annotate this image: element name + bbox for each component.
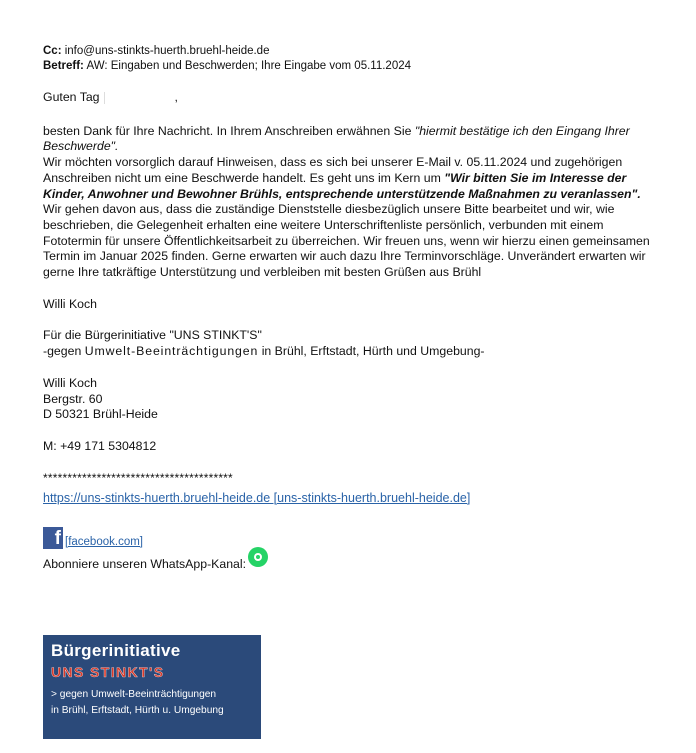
greeting: [43, 90, 663, 106]
redacted-name: [104, 92, 163, 104]
subject-value: AW: Eingaben und Beschwerden; Ihre Eingabe vom 05.11.2024: [86, 60, 412, 72]
cc-label: Cc:: [43, 45, 62, 57]
whatsapp-icon[interactable]: [248, 547, 268, 567]
initiative-banner: [43, 635, 261, 739]
address-name: Willi Koch: [43, 375, 97, 390]
banner-line-1: > gegen Umwelt-Beeinträchtigungen: [51, 689, 217, 700]
phone-number: M: +49 171 5304812: [43, 438, 157, 453]
facebook-link[interactable]: [facebook.com]: [65, 535, 143, 548]
paragraph-1: [43, 124, 663, 155]
facebook-icon[interactable]: f: [43, 527, 63, 549]
facebook-row: [43, 525, 663, 549]
paragraph-3: Wir gehen davon aus, dass die zuständige Dienststelle diesbezüglich unsere Bitte bearbeitet und wir, wie beschrieben, die Gelegenheit erhalten eine weitere Unterschriftenliste persönlich, verbunden mit einem Fototermin für unsere Öffentlichkeitsarbeit zu überreichen. Wir freuen uns, wenn wir hierzu einen gemeinsamen Termin im Januar 2025 finden. Gerne erwarten wir auch dazu Ihre Terminvorschläge. Unverändert erwarten wir gerne Ihre tatkräftige Unterstützung und verbleiben mit besten Grüßen aus Brühl: [43, 202, 650, 280]
whatsapp-row: [43, 553, 663, 573]
greeting-text: Guten Tag: [43, 90, 100, 104]
tagline-prefix: -gegen: [43, 344, 85, 359]
cc-value: info@uns-stinkts-huerth.bruehl-heide.de: [64, 45, 270, 57]
banner-title: Bürgerinitiative: [51, 641, 181, 660]
tagline-suffix: in Brühl, Erftstadt, Hürth und Umgebung-: [258, 344, 485, 359]
separator-stars: ***************************************: [43, 470, 233, 485]
cc-line: [43, 44, 663, 59]
paragraph-2-text: Wir möchten vorsorglich darauf Hinweisen, dass es sich bei unserer E-Mail v. 05.11.2024 und zugehörigen Anschreiben nicht um eine Beschwerde handelt. Es geht uns im Kern um: [43, 155, 623, 185]
tagline-spaced: Umwelt-Beeinträchtigungen: [84, 344, 259, 359]
greeting-comma: ,: [174, 90, 178, 104]
address-street: Bergstr. 60: [43, 391, 103, 406]
quoted-request: "Wir bitten Sie im Interesse der Kinder, Anwohner und Bewohner Brühls, entsprechende unterstützende Maßnahmen zu veranlassen".: [43, 170, 641, 201]
banner-line-2: in Brühl, Erftstadt, Hürth u. Umgebung: [51, 705, 224, 716]
subject-line: [43, 59, 663, 74]
sender-name: Willi Koch: [43, 296, 97, 311]
paragraph-1-text: besten Dank für Ihre Nachricht. In Ihrem Anschreiben erwähnen Sie: [43, 123, 415, 138]
subject-label: Betreff:: [43, 60, 84, 72]
message-paragraphs: [43, 124, 663, 281]
organization-line: Für die Bürgerinitiative "UNS STINKT'S": [43, 328, 262, 343]
website-link[interactable]: https://uns-stinkts-huerth.bruehl-heide.de [uns-stinkts-huerth.bruehl-heide.de]: [43, 490, 471, 505]
organization-tagline: [43, 344, 663, 360]
address-city: D 50321 Brühl-Heide: [43, 407, 158, 422]
whatsapp-text: Abonniere unseren WhatsApp-Kanal:: [43, 556, 247, 571]
quoted-confirmation: "hiermit bestätige ich den Eingang Ihrer Beschwerde".: [43, 123, 630, 154]
email-body: [43, 44, 663, 573]
banner-subtitle: UNS STINKT'S: [51, 664, 165, 680]
paragraph-2: [43, 155, 663, 202]
